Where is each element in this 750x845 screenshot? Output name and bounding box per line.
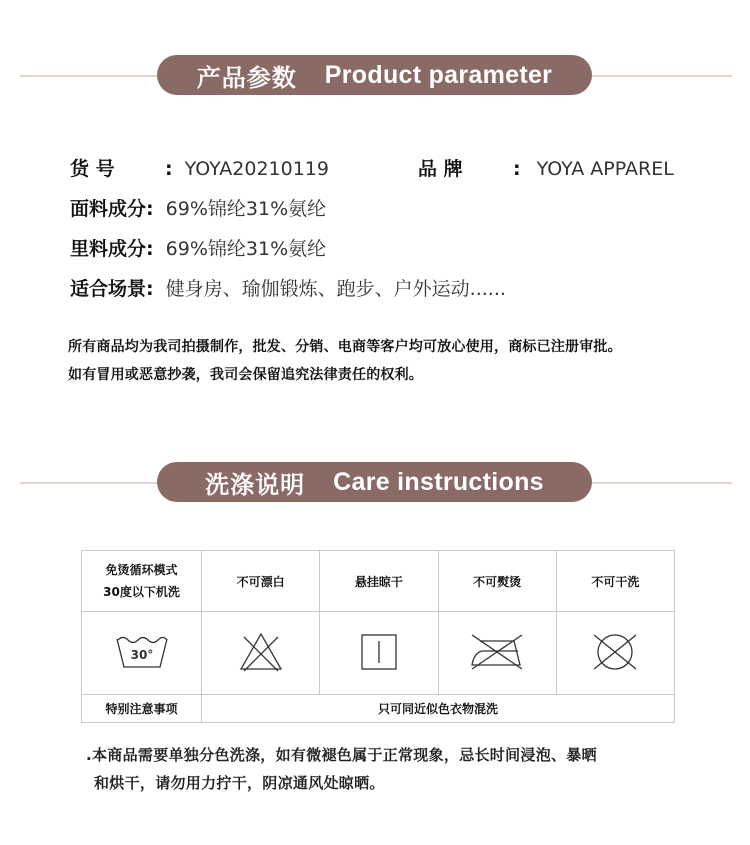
lining-value: 69%锦纶31%氨纶	[165, 238, 327, 260]
brand-row: 品 牌 : YOYA APPAREL	[418, 154, 674, 181]
scenes-label: 适合场景:	[70, 278, 154, 300]
scenes-value: 健身房、瑜伽锻炼、跑步、户外运动......	[165, 278, 506, 300]
care-footnote-line2: 和烘干，请勿用力拧干，阴凉通风处晾晒。	[94, 774, 385, 792]
care-title-zh: 洗涤说明	[205, 470, 306, 499]
no-bleach-icon	[202, 612, 320, 695]
special-notes-value: 只可同近似色衣物混洗	[202, 695, 675, 723]
fabric-row	[70, 194, 326, 221]
item-no-row: 货 号 : YOYA20210119	[70, 154, 329, 181]
no-dry-clean-header: 不可干洗	[556, 551, 674, 612]
wash-mode-header: 免烫循环模式 30度以下机洗	[82, 551, 202, 612]
care-footnote-line1: .本商品需要单独分色洗涤，如有微褪色属于正常现象，忌长时间浸泡、暴晒	[86, 746, 597, 764]
copyright-notice-line2: 如有冒用或恶意抄袭，我司会保留追究法律责任的权利。	[68, 367, 423, 383]
product-title-zh: 产品参数	[196, 63, 297, 92]
product-parameter-banner	[157, 55, 592, 95]
svg-text:30°: 30°	[130, 647, 153, 662]
no-iron-icon	[438, 612, 556, 695]
product-title-en: Product parameter	[324, 60, 553, 89]
no-dry-clean-icon	[556, 612, 674, 695]
scenes-row	[70, 274, 506, 301]
hang-dry-icon	[320, 612, 438, 695]
item-no-value: YOYA20210119	[184, 158, 329, 180]
lining-row	[70, 234, 326, 261]
copyright-notice-line1: 所有商品均为我司拍摄制作，批发、分销、电商等客户均可放心使用，商标已注册审批。	[68, 339, 622, 355]
brand-value: YOYA APPAREL	[536, 158, 674, 180]
care-table	[81, 550, 675, 723]
no-bleach-header: 不可漂白	[202, 551, 320, 612]
care-title-en: Care instructions	[333, 467, 544, 496]
fabric-value: 69%锦纶31%氨纶	[165, 198, 327, 220]
care-instructions-banner	[157, 462, 592, 502]
special-notes-label: 特别注意事项	[82, 695, 202, 723]
fabric-label: 面料成分:	[70, 198, 154, 220]
lining-label: 里料成分:	[70, 238, 154, 260]
item-no-label: 货 号	[70, 158, 115, 180]
hang-dry-header: 悬挂晾干	[320, 551, 438, 612]
no-iron-header: 不可熨烫	[438, 551, 556, 612]
brand-label: 品 牌	[418, 158, 463, 180]
wash-30-icon	[82, 612, 202, 695]
